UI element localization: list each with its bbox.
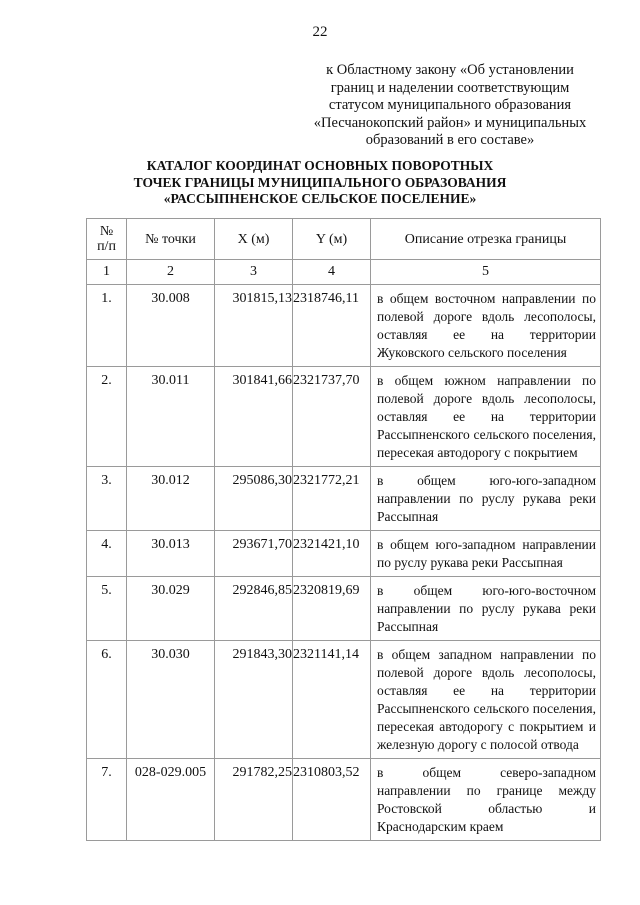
y-coordinate: 2321737,70: [293, 367, 371, 467]
segment-description: в общем юго-западном направлении по руслу рукава реки Рассыпная: [371, 531, 601, 577]
law-reference: [300, 62, 600, 150]
segment-description: в общем восточном направлении по полевой дороге вдоль лесополосы, оставляя ее на территории Жуковского сельского поселения: [371, 285, 601, 367]
header-index: [87, 219, 127, 260]
reference-line: статусом муниципального образования: [328, 97, 572, 113]
x-coordinate: 295086,30: [215, 467, 293, 531]
table-row: [87, 467, 601, 531]
column-number-row: [87, 260, 601, 285]
table-row: [87, 641, 601, 759]
column-number: 1: [87, 260, 127, 285]
x-coordinate: 301815,13: [215, 285, 293, 367]
table-row: [87, 285, 601, 367]
point-number: 30.008: [127, 285, 215, 367]
row-index: 3.: [87, 467, 127, 531]
column-number: 5: [371, 260, 601, 285]
segment-description: в общем северо-западном направлении по границе между Ростовской областью и Краснодарским краем: [371, 759, 601, 841]
column-number: 2: [127, 260, 215, 285]
table-header-row: [87, 219, 601, 260]
reference-line: границ и наделении соответствующим: [330, 79, 570, 96]
y-coordinate: 2321141,14: [293, 641, 371, 759]
table-row: [87, 577, 601, 641]
point-number: 30.029: [127, 577, 215, 641]
title-line: КАТАЛОГ КООРДИНАТ ОСНОВНЫХ ПОВОРОТНЫХ: [146, 158, 494, 173]
coordinates-table: [86, 218, 601, 841]
x-coordinate: 301841,66: [215, 367, 293, 467]
x-coordinate: 292846,85: [215, 577, 293, 641]
y-coordinate: 2320819,69: [293, 577, 371, 641]
row-index: 6.: [87, 641, 127, 759]
header-description: Описание отрезка границы: [371, 219, 601, 260]
point-number: 30.011: [127, 367, 215, 467]
column-number: 3: [215, 260, 293, 285]
header-point: № точки: [127, 219, 215, 260]
reference-line: «Песчанокопский район» и муниципальных: [313, 114, 587, 131]
point-number: 30.013: [127, 531, 215, 577]
table-row: [87, 759, 601, 841]
document-title: [0, 158, 640, 208]
reference-line: образований в его составе»: [365, 132, 535, 148]
segment-description: в общем южном направлении по полевой дороге вдоль лесополосы, оставляя ее на территории Рассыпненского сельского поселения, пересекая автодорогу с покрытием: [371, 367, 601, 467]
row-index: 2.: [87, 367, 127, 467]
y-coordinate: 2321421,10: [293, 531, 371, 577]
x-coordinate: 293671,70: [215, 531, 293, 577]
header-y: Y (м): [293, 219, 371, 260]
y-coordinate: 2321772,21: [293, 467, 371, 531]
y-coordinate: 2310803,52: [293, 759, 371, 841]
segment-description: в общем юго-юго-восточном направлении по руслу рукава реки Рассыпная: [371, 577, 601, 641]
row-index: 7.: [87, 759, 127, 841]
point-number: 028-029.005: [127, 759, 215, 841]
title-line: «РАССЫПНЕНСКОЕ СЕЛЬСКОЕ ПОСЕЛЕНИЕ»: [163, 191, 477, 206]
reference-line: к Областному закону «Об установлении: [326, 62, 574, 78]
row-index: 5.: [87, 577, 127, 641]
column-number: 4: [293, 260, 371, 285]
title-line: ТОЧЕК ГРАНИЦЫ МУНИЦИПАЛЬНОГО ОБРАЗОВАНИЯ: [133, 174, 507, 190]
page-number: 22: [312, 24, 328, 40]
table-row: [87, 367, 601, 467]
point-number: 30.012: [127, 467, 215, 531]
y-coordinate: 2318746,11: [293, 285, 371, 367]
row-index: 4.: [87, 531, 127, 577]
x-coordinate: 291843,30: [215, 641, 293, 759]
point-number: 30.030: [127, 641, 215, 759]
table-row: [87, 531, 601, 577]
header-x: X (м): [215, 219, 293, 260]
x-coordinate: 291782,25: [215, 759, 293, 841]
row-index: 1.: [87, 285, 127, 367]
header-index-line1: №: [99, 224, 114, 239]
segment-description: в общем западном направлении по полевой дороге вдоль лесополосы, оставляя ее на территории Рассыпненского сельского поселения, пересекая автодорогу с покрытием и железную дорогу с полосой отвода: [371, 641, 601, 759]
header-index-line2: п/п: [97, 239, 116, 254]
segment-description: в общем юго-юго-западном направлении по руслу рукава реки Рассыпная: [371, 467, 601, 531]
